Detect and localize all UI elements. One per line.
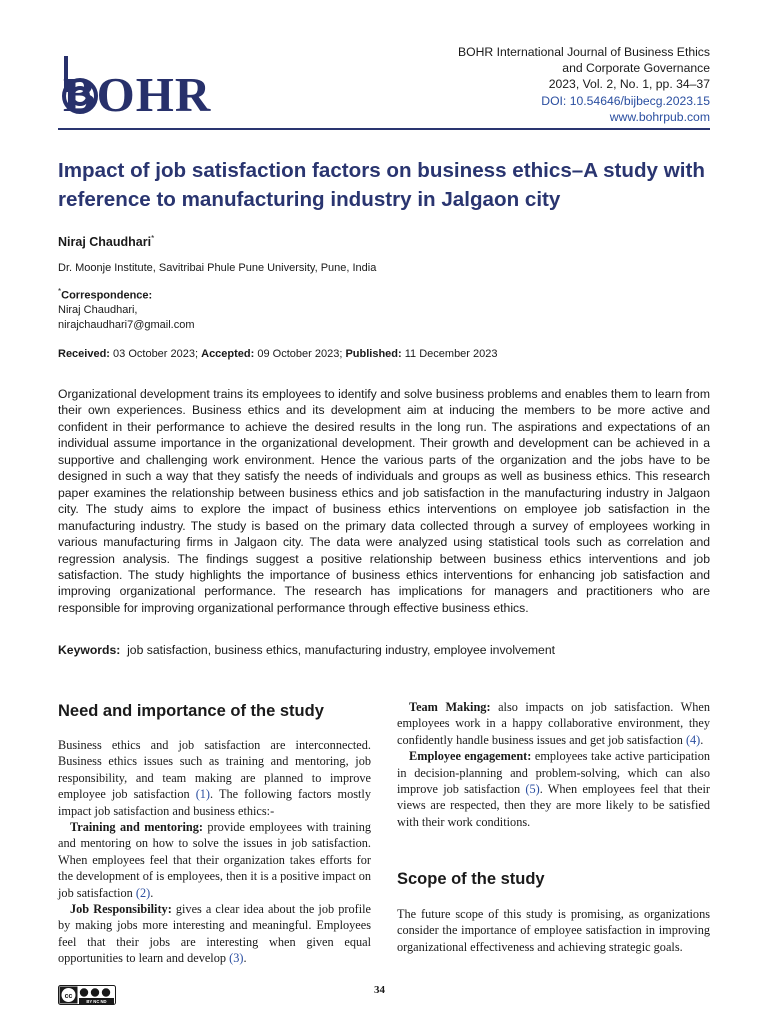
training-label: Training and mentoring: <box>70 820 203 835</box>
ref-3[interactable]: (3) <box>229 951 244 966</box>
right-column-body <box>397 699 710 830</box>
accepted-date: 09 October 2023; <box>257 348 343 360</box>
section-heading-need: Need and importance of the study <box>58 702 324 720</box>
engage-tail: . When employees feel that their views are respected, then they are more likely to be satisfied with their work conditions. <box>397 782 710 829</box>
abstract: Organizational development trains its employees to identify and solve business problems and enables them to learn from their own experiences. Business ethics and its development aim at inducing the members to be more active and confident in their performance to achieve the desired results in the long run. The aspirations and expectations of an individual assume importance in the organizational development. Their growth and development can be achieved in a supportive and challenging work environment. Hence the various parts of the organization and the jobs have to be designed in such a way that they satisfy the needs of individuals and groups as well as business ethics. This research paper examines the relationship between business ethics and job satisfaction in the manufacturing industry in Jalgaon city. The study aims to explore the impact of business ethics interventions on employee job satisfaction in the manufacturing industry. The study is based on the primary data collected through a survey of employees working in various manufacturing firms in Jalgaon city. The data were analyzed using statistical tools such as correlation and regression analysis. The findings suggest a positive relationship between business ethics interventions and job satisfaction. The study highlights the importance of business ethics interventions for enhancing job satisfaction and improving organizational performance. The research has implications for managers and practitioners who are responsible for improving organizational performance through effective business ethics. <box>58 387 710 615</box>
cc-label-text: BY NC ND <box>86 999 107 1004</box>
ref-2[interactable]: (2) <box>135 885 151 900</box>
received-date: 03 October 2023; <box>113 348 199 360</box>
need-section-body <box>58 737 371 967</box>
team-text: also impacts on job satisfaction. When employees work in a happy collaborative environment, they confidently handle business issues and get job satisfaction <box>397 700 710 747</box>
section-heading-scope: Scope of the study <box>397 870 545 888</box>
accepted-label: Accepted: <box>201 348 255 360</box>
received-label: Received: <box>58 348 110 360</box>
jobresp-paragraph <box>58 901 371 967</box>
ref-1[interactable]: (1) <box>195 787 211 802</box>
ref-5[interactable]: (5) <box>525 782 540 797</box>
journal-volume: 2023, Vol. 2, No. 1, pp. 34–37 <box>548 77 710 92</box>
journal-info <box>458 44 710 125</box>
keywords-text: job satisfaction, business ethics, manufacturing industry, employee involvement <box>127 643 556 657</box>
author-name <box>58 234 154 249</box>
journal-name-cont: and Corporate Governance <box>562 61 710 76</box>
published-date: 11 December 2023 <box>404 348 498 360</box>
team-paragraph <box>397 699 710 748</box>
published-label: Published: <box>345 348 402 360</box>
keywords-label: Keywords: <box>58 643 121 657</box>
jobresp-text: gives a clear idea about the job profile by making jobs more interesting and meaningful. Employees feel that their jobs are interesting when given equal opportunities to learn and develop <box>58 902 371 966</box>
bohr-logo-text: BOHR <box>63 67 212 122</box>
svg-text:cc: cc <box>64 993 73 1000</box>
engage-paragraph <box>397 748 710 830</box>
cc-license-icon <box>58 985 116 1005</box>
jobresp-label: Job Responsibility: <box>70 902 172 917</box>
article-title: Impact of job satisfaction factors on business ethics–A study with reference to manufacturing industry in Jalgaon city <box>58 159 705 211</box>
journal-name: BOHR International Journal of Business Ethics <box>458 45 710 59</box>
correspondence <box>58 285 195 332</box>
engage-text: employees take active participation in decision-planning and problem-solving, which can also improve job satisfaction <box>397 749 710 797</box>
website-link[interactable]: www.bohrpub.com <box>609 109 710 124</box>
article-dates <box>58 348 498 360</box>
author-mark: * <box>151 234 155 243</box>
team-label: Team Making: <box>409 700 491 714</box>
team-tail: . <box>700 732 704 747</box>
corr-name: Niraj Chaudhari, <box>58 304 138 317</box>
author-name-text: Niraj Chaudhari <box>58 235 152 250</box>
need-text-tail: . The following factors mostly impact job satisfaction and business ethics:- <box>58 787 371 818</box>
corr-email[interactable]: nirajchaudhari7@gmail.com <box>58 318 195 331</box>
keywords <box>58 643 710 657</box>
training-tail: . <box>150 885 154 900</box>
engage-label: Employee engagement: <box>409 749 532 764</box>
page-number: 34 <box>374 984 385 996</box>
need-paragraph <box>58 737 371 819</box>
doi-link[interactable]: DOI: 10.54646/bijbecg.2023.15 <box>541 93 710 108</box>
need-text: Business ethics and job satisfaction are interconnected. Business ethics issues such as training and mentoring, job responsibility, and team making are planned to improve employee job satisfaction <box>58 738 371 802</box>
training-paragraph <box>58 819 371 901</box>
jobresp-tail: . <box>243 951 247 966</box>
ref-4[interactable]: (4) <box>685 732 701 747</box>
scope-paragraph: The future scope of this study is promising, as organizations consider the importance of employee satisfaction in improving organizational effectiveness and achieving strategic goals. <box>397 907 710 954</box>
training-text: provide employees with training and mentoring on how to solve the issues in job satisfaction. When employees feel that their organization takes efforts for the development of is employees, then it is a positive impact on job satisfaction <box>58 820 371 900</box>
header-rule <box>58 128 710 130</box>
affiliation: Dr. Moonje Institute, Savitribai Phule Pune University, Pune, India <box>58 262 377 274</box>
corr-label: Correspondence: <box>61 289 153 302</box>
corr-mark: * <box>58 287 62 296</box>
